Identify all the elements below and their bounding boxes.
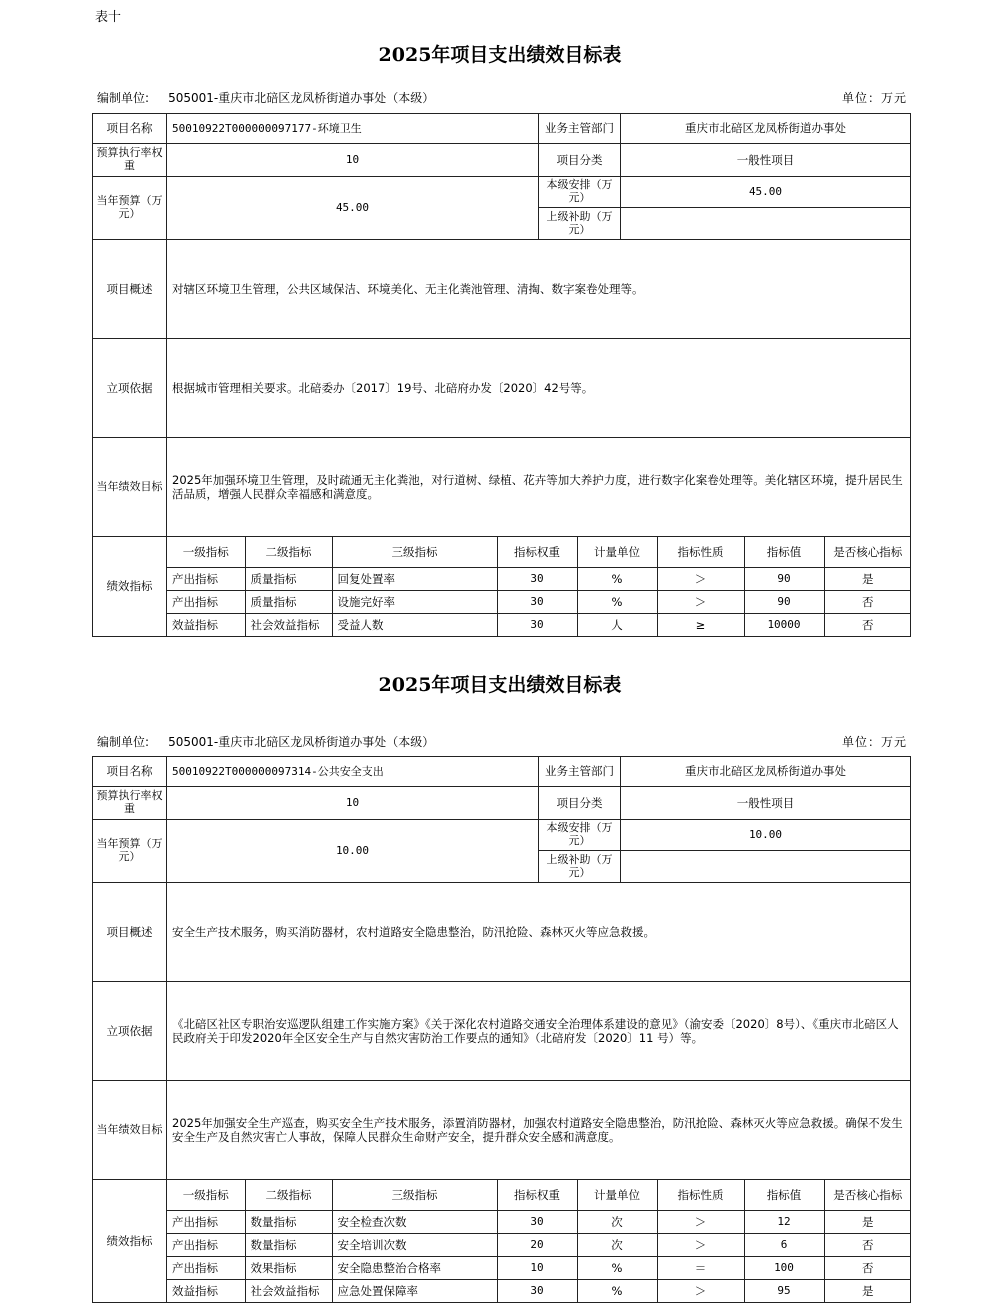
indicator-level1: 产出指标 [167,591,245,614]
org-line-2 [97,733,434,750]
local-value: 10.00 [621,820,911,851]
form-title-2: 2025年项目支出绩效目标表 [378,674,622,696]
dept-value: 重庆市北碚区龙凤桥街道办事处 [621,757,911,787]
category-label: 项目分类 [539,787,621,820]
header-core: 是否核心指标 [824,537,911,568]
project-name-label: 项目名称 [93,757,167,787]
header-nature: 指标性质 [657,537,744,568]
header-value: 指标值 [744,1180,824,1211]
header-core: 是否核心指标 [824,1180,911,1211]
basis-text: 根据城市管理相关要求。北碚委办〔2017〕19号、北碚府办发〔2020〕42号等。 [167,339,911,438]
dept-value: 重庆市北碚区龙凤桥街道办事处 [621,114,911,144]
header-unit: 计量单位 [577,537,657,568]
indicator-level2: 效果指标 [245,1257,332,1280]
corner-tag: 表十 [95,10,122,25]
indicator-level1: 产出指标 [167,1257,245,1280]
project-name: 50010922T000000097177-环境卫生 [167,114,539,144]
header-value: 指标值 [744,537,824,568]
indicator-cell [167,537,911,637]
indicator-level3: 受益人数 [332,614,497,637]
exec-weight: 10 [167,787,539,820]
goal-text: 2025年加强安全生产巡查，购买安全生产技术服务，添置消防器材，加强农村道路安全隐患整治，防汛抢险、森林灭火等应急救援。确保不发生安全生产及自然灾害亡人事故，保障人民群众生命财产安全，提升群众安全感和满意度。 [167,1081,911,1180]
indicator-unit: % [577,591,657,614]
indicator-core: 否 [824,591,911,614]
indicator-row [167,1234,911,1257]
indicator-level3: 安全培训次数 [332,1234,497,1257]
header-level1: 一级指标 [167,1180,245,1211]
overview-label: 项目概述 [93,883,167,982]
indicator-header-row [167,537,911,568]
indicator-level2: 数量指标 [245,1211,332,1234]
performance-table-1 [92,113,911,637]
indicator-value: 90 [744,568,824,591]
indicator-label: 绩效指标 [93,537,167,637]
indicator-value: 6 [744,1234,824,1257]
indicator-weight: 30 [497,568,577,591]
exec-weight: 10 [167,144,539,177]
indicator-level2: 社会效益指标 [245,1280,332,1303]
indicator-unit: % [577,1257,657,1280]
project-name-label: 项目名称 [93,114,167,144]
indicator-header-row [167,1180,911,1211]
indicator-unit: 次 [577,1211,657,1234]
indicator-label: 绩效指标 [93,1180,167,1303]
budget-value: 45.00 [167,177,539,240]
org-label: 编制单位: [97,735,150,749]
basis-label: 立项依据 [93,339,167,438]
org-value: 505001-重庆市北碚区龙凤桥街道办事处（本级） [168,91,435,105]
dept-label: 业务主管部门 [539,114,621,144]
dept-label: 业务主管部门 [539,757,621,787]
indicator-weight: 20 [497,1234,577,1257]
indicator-level1: 产出指标 [167,1234,245,1257]
indicator-weight: 10 [497,1257,577,1280]
indicator-level3: 安全隐患整治合格率 [332,1257,497,1280]
indicator-nature: ＞ [657,568,744,591]
local-label: 本级安排（万元） [539,820,621,851]
indicator-core: 是 [824,568,911,591]
indicator-value: 100 [744,1257,824,1280]
indicator-nature: ＞ [657,1234,744,1257]
indicator-row [167,1257,911,1280]
indicator-value: 90 [744,591,824,614]
overview-text: 对辖区环境卫生管理，公共区域保洁、环境美化、无主化粪池管理、清掏、数字案卷处理等。 [167,240,911,339]
indicator-nature: ＞ [657,1211,744,1234]
indicator-weight: 30 [497,1280,577,1303]
indicator-core: 否 [824,1257,911,1280]
category-value: 一般性项目 [621,144,911,177]
indicator-level2: 质量指标 [245,568,332,591]
indicator-nature: ＞ [657,1280,744,1303]
indicator-value: 12 [744,1211,824,1234]
goal-text: 2025年加强环境卫生管理，及时疏通无主化粪池，对行道树、绿植、花卉等加大养护力度，进行数字化案卷处理等。美化辖区环境，提升居民生活品质，增强人民群众幸福感和满意度。 [167,438,911,537]
indicator-value: 10000 [744,614,824,637]
header-nature: 指标性质 [657,1180,744,1211]
indicator-nature: ＝ [657,1257,744,1280]
indicator-core: 否 [824,1234,911,1257]
form-title-1: 2025年项目支出绩效目标表 [378,44,622,66]
indicator-unit: 次 [577,1234,657,1257]
indicator-weight: 30 [497,591,577,614]
indicator-weight: 30 [497,1211,577,1234]
indicator-row [167,614,911,637]
org-label: 编制单位: [97,91,150,105]
indicator-level1: 效益指标 [167,614,245,637]
indicator-value: 95 [744,1280,824,1303]
indicator-level2: 质量指标 [245,591,332,614]
header-unit: 计量单位 [577,1180,657,1211]
performance-table-2 [92,756,911,1303]
indicator-level3: 回复处置率 [332,568,497,591]
project-name: 50010922T000000097314-公共安全支出 [167,757,539,787]
indicator-cell [167,1180,911,1303]
indicator-unit: % [577,1280,657,1303]
indicator-core: 是 [824,1211,911,1234]
category-value: 一般性项目 [621,787,911,820]
indicator-row [167,568,911,591]
indicator-level2: 社会效益指标 [245,614,332,637]
indicator-core: 否 [824,614,911,637]
indicator-nature: ≥ [657,614,744,637]
indicator-row [167,591,911,614]
exec-weight-label: 预算执行率权重 [93,787,167,820]
goal-label: 当年绩效目标 [93,1081,167,1180]
indicator-level3: 设施完好率 [332,591,497,614]
upper-label: 上级补助（万元） [539,851,621,883]
overview-label: 项目概述 [93,240,167,339]
header-level3: 三级指标 [332,1180,497,1211]
indicator-table [167,537,911,636]
local-value: 45.00 [621,177,911,208]
budget-label: 当年预算（万元） [93,177,167,240]
indicator-level1: 产出指标 [167,568,245,591]
header-level2: 二级指标 [245,537,332,568]
indicator-level3: 安全检查次数 [332,1211,497,1234]
budget-value: 10.00 [167,820,539,883]
header-weight: 指标权重 [497,537,577,568]
upper-value [621,208,911,240]
exec-weight-label: 预算执行率权重 [93,144,167,177]
overview-text: 安全生产技术服务，购买消防器材，农村道路安全隐患整治，防汛抢险、森林灭火等应急救援。 [167,883,911,982]
org-line-1 [97,89,434,106]
indicator-level2: 数量指标 [245,1234,332,1257]
unit-text-1: 单位：万元 [841,91,907,105]
goal-label: 当年绩效目标 [93,438,167,537]
local-label: 本级安排（万元） [539,177,621,208]
indicator-row [167,1211,911,1234]
indicator-level3: 应急处置保障率 [332,1280,497,1303]
budget-label: 当年预算（万元） [93,820,167,883]
indicator-level1: 产出指标 [167,1211,245,1234]
org-value: 505001-重庆市北碚区龙凤桥街道办事处（本级） [168,735,435,749]
upper-label: 上级补助（万元） [539,208,621,240]
indicator-row [167,1280,911,1303]
unit-text-2: 单位：万元 [841,735,907,749]
indicator-unit: 人 [577,614,657,637]
indicator-nature: ＞ [657,591,744,614]
category-label: 项目分类 [539,144,621,177]
indicator-table [167,1180,911,1302]
basis-text: 《北碚区社区专职治安巡逻队组建工作实施方案》《关于深化农村道路交通安全治理体系建设的意见》（渝安委〔2020〕8号）、《重庆市北碚区人民政府关于印发2020年全区安全生产与自然灾害防治工作要点的通知》（北碚府发〔2020〕11 号）等。 [167,982,911,1081]
indicator-core: 是 [824,1280,911,1303]
header-level2: 二级指标 [245,1180,332,1211]
indicator-level1: 效益指标 [167,1280,245,1303]
upper-value [621,851,911,883]
header-weight: 指标权重 [497,1180,577,1211]
header-level3: 三级指标 [332,537,497,568]
basis-label: 立项依据 [93,982,167,1081]
header-level1: 一级指标 [167,537,245,568]
indicator-unit: % [577,568,657,591]
indicator-weight: 30 [497,614,577,637]
